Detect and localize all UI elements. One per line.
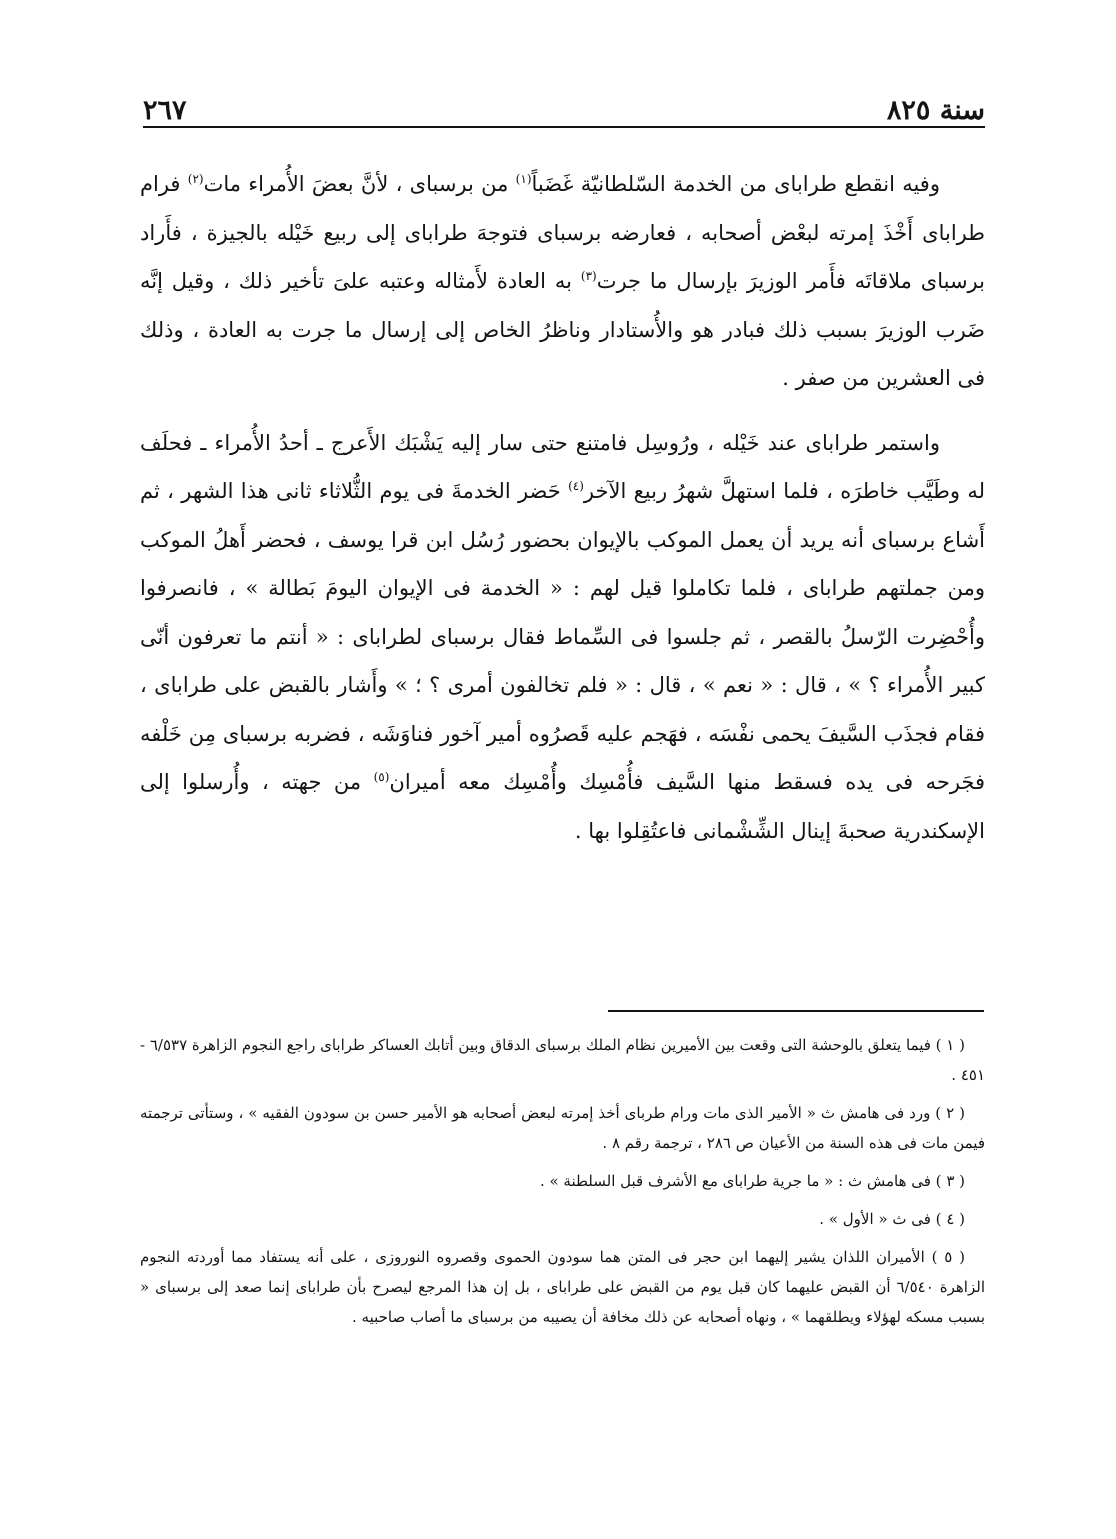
text-run: فرام طراباى أَخْذَ إمرته لبعْض أصحابه ، فعارضه برسباى فتوجهَ طراباى إلى ربيع خَيْله بالجيزة ، فأَراد برسباى ملاقاتَه فأَمر الوزيرَ بإرسال ما جرت	[140, 172, 985, 293]
running-head-year: سنة ٨٢٥	[886, 95, 985, 126]
footnote-3: ( ٣ ) فى هامش ث : « ما جرية طراباى مع الأشرف قبل السلطنة » .	[539, 1172, 965, 1190]
page-number: ٢٦٧	[143, 95, 187, 126]
text-run: به العادة لأَمثاله وعتبه علىَ تأخير ذلك ، وقيل إنَّه ضَرب الوزيرَ بسبب ذلك فبادر هو والأُستادار وناظرُ الخاص إلى إرسال ما جرت به العادة ، وذلك فى العشرين من صفر .	[140, 269, 985, 390]
text-run: من برسباى ، لأنَّ بعضَ الأُمراء مات	[203, 172, 516, 196]
paragraph-1	[140, 160, 985, 403]
footnote-5: ( ٥ ) الأميران اللذان يشير إليهما ابن حجر فى المتن هما سودون الحموى وقصروه النوروزى ، على أنه يستفاد مما أوردته النجوم الزاهرة ٦/٥٤٠ أن القبض عليهما كان قبل يوم من القبض على طراباى ، بل إن هذا المرجع ليصرح بأن طراباى إنما صعد إلى برسباى « بسبب مسكه لهؤلاء ويطلقهما » ، ونهاه أصحابه عن ذلك مخافة أن يصيبه من برسباى ما أصاب صاحبيه .	[140, 1248, 985, 1326]
footnote-1: ( ١ ) فيما يتعلق بالوحشة التى وقعت بين الأميرين نظام الملك برسباى الدقاق وبين أتابك العساكر طراباى راجع النجوم الزاهرة ٦/٥٣٧ - ٤٥١ .	[140, 1036, 985, 1084]
text-run: واستمر طراباى عند خَيْله ، ورُوسِل فامتنع حتى سار إليه يَشْبَك الأَعرج ـ أحدُ الأُمراء ـ فحلَف له وطَيَّب خاطرَه ، فلما استهلَّ شهرُ ربيع الآخر	[140, 430, 985, 503]
footnote-rule	[608, 1010, 984, 1012]
header-rule	[143, 126, 985, 128]
text-run: وفيه انقطع طراباى من الخدمة السّلطانيّة غَضَباً	[531, 172, 940, 196]
footnote-marker: (٢)	[187, 172, 204, 186]
main-text	[140, 160, 985, 855]
text-run: حَضر الخدمةَ فى يوم الثُّلاثاء ثانى هذا الشهر ، ثم أَشاع برسباى أنه يريد أن يعمل الموكب بالإيوان بحضور رُسُل ابن قرا يوسف ، فحضر أَهلُ الموكب ومن جملتهم طراباى ، فلما تكاملوا قيل لهم : « الخدمة فى الإيوان اليومَ بَطالة » ، فانصرفوا وأُحْضِرت الرّسلُ بالقصر ، ثم جلسوا فى السِّماط فقال برسباى لطراباى : « أنتم ما تعرفون أنّى كبير الأُمراء ؟ » ، قال : « نعم » ، قال : « فلم تخالفون أمرى ؟ ؛ » وأَشار بالقبض على طراباى ، فقام فجذَب السَّيفَ يحمى نفْسَه ، فهَجم عليه قَصرُوه أمير آخور فناوَشَه ، فضربه برسباى مِن خَلْفه فجَرحه فى يده فسقط منها السَّيف فأُمْسِك وأُمْسِك معه أميران	[140, 479, 985, 794]
footnote-marker: (١)	[515, 172, 532, 186]
footnotes	[140, 1030, 985, 1340]
footnote-2: ( ٢ ) ورد فى هامش ث « الأمير الذى مات ورام طرباى أخذ إمرته لبعض أصحابه هو الأمير حسن بن سودون الفقيه » ، وستأتى ترجمته فيمن مات فى هذه السنة من الأعيان ص ٢٨٦ ، ترجمة رقم ٨ .	[140, 1104, 985, 1152]
footnote-marker: (٥)	[373, 770, 390, 784]
footnote-marker: (٣)	[580, 269, 597, 283]
paragraph-2	[140, 419, 985, 856]
footnote-4: ( ٤ ) فى ث « الأول » .	[819, 1210, 965, 1228]
text-run: من جهته ، وأُرسلوا إلى الإسكندرية صحبةَ إينال الشِّشْمانى فاعتُقِلوا بها .	[140, 770, 985, 843]
page-header	[143, 80, 985, 126]
footnote-marker: (٤)	[568, 479, 584, 493]
